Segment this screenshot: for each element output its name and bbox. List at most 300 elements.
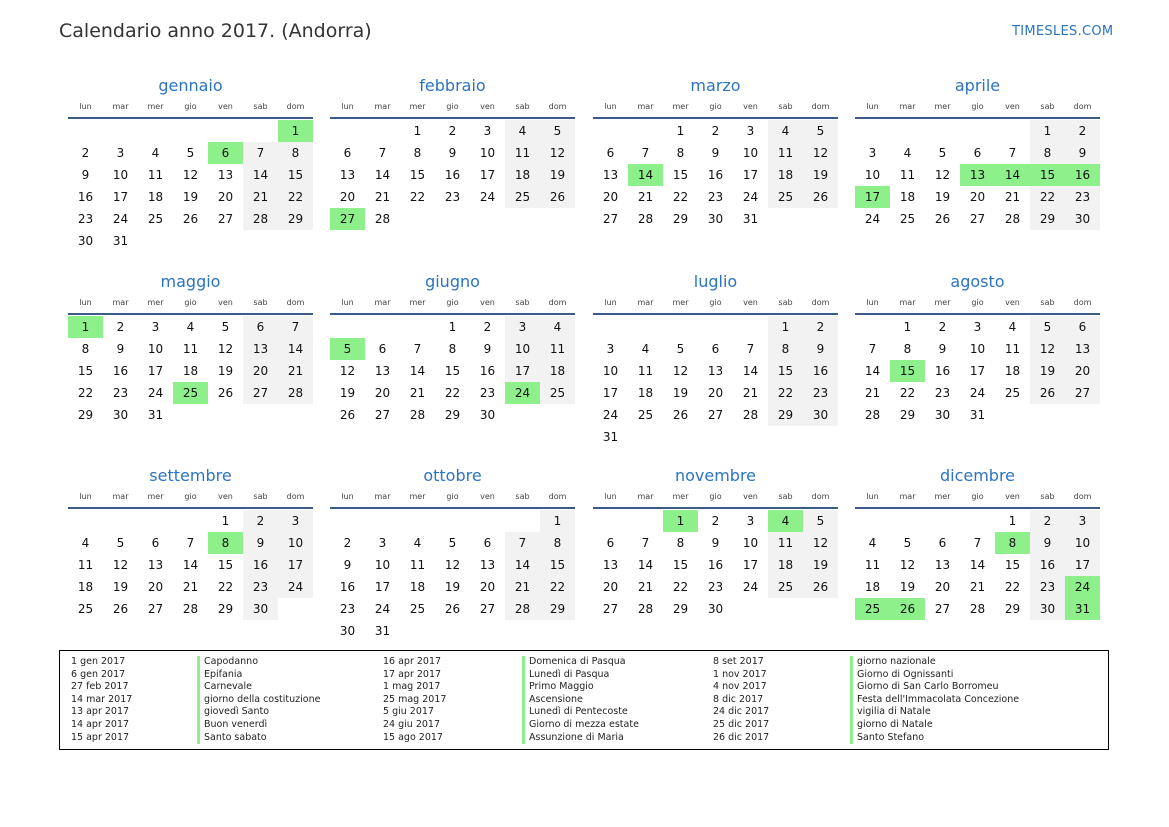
holiday-day-cell: 1 <box>278 120 313 142</box>
weekday-label: sab <box>515 492 530 501</box>
weekday-label: mer <box>147 298 164 307</box>
day-cell: 20 <box>374 386 391 400</box>
day-cell: 12 <box>540 142 575 164</box>
day-cell: 8 <box>676 146 685 160</box>
day-cell: 31 <box>602 430 619 444</box>
day-cell: 6 <box>343 146 352 160</box>
month-rule <box>68 507 313 509</box>
weekday-label: dom <box>548 298 567 307</box>
holiday-day-cell: 31 <box>1065 598 1100 620</box>
day-cell: 16 <box>707 168 724 182</box>
day-cell: 30 <box>803 404 838 426</box>
day-cell: 29 <box>899 408 916 422</box>
day-cell: 8 <box>278 142 313 164</box>
day-cell: 29 <box>672 602 689 616</box>
legend-date: 14 mar 2017 <box>71 693 133 705</box>
day-cell: 20 <box>339 190 356 204</box>
weekday-label: gio <box>446 298 459 307</box>
legend-holiday-name: Primo Maggio <box>522 681 639 694</box>
day-cell: 18 <box>409 580 426 594</box>
day-cell: 8 <box>413 146 422 160</box>
month-name: febbraio <box>419 76 486 95</box>
day-cell: 4 <box>81 536 90 550</box>
day-cell: 14 <box>278 338 313 360</box>
day-cell: 25 <box>768 186 803 208</box>
weekday-label: lun <box>79 492 92 501</box>
legend-date: 8 set 2017 <box>713 656 764 667</box>
weekday-label: mar <box>112 492 129 501</box>
day-cell: 10 <box>505 338 540 360</box>
day-cell: 15 <box>768 360 803 382</box>
day-cell: 7 <box>641 146 650 160</box>
day-cell: 1 <box>448 320 457 334</box>
holiday-day-cell: 1 <box>68 316 103 338</box>
day-cell: 25 <box>768 576 803 598</box>
day-cell: 23 <box>803 382 838 404</box>
weekday-label: mer <box>672 492 689 501</box>
day-cell: 23 <box>112 386 129 400</box>
day-cell: 3 <box>151 320 160 334</box>
weekday-label: mer <box>147 492 164 501</box>
day-cell: 8 <box>1030 142 1065 164</box>
day-cell: 6 <box>606 146 615 160</box>
day-cell: 10 <box>479 146 496 160</box>
day-cell: 24 <box>479 190 496 204</box>
weekday-label: mer <box>672 298 689 307</box>
day-cell: 3 <box>746 124 755 138</box>
day-cell: 10 <box>374 558 391 572</box>
legend-date: 1 gen 2017 <box>71 656 126 667</box>
day-cell: 17 <box>505 360 540 382</box>
day-cell: 24 <box>147 386 164 400</box>
day-cell: 15 <box>540 554 575 576</box>
day-cell: 12 <box>803 532 838 554</box>
legend-holiday-name: Santo sabato <box>197 732 320 745</box>
legend-date-column <box>383 656 446 744</box>
day-cell: 27 <box>969 212 986 226</box>
day-cell: 28 <box>969 602 986 616</box>
day-cell: 24 <box>112 212 129 226</box>
day-cell: 16 <box>479 364 496 378</box>
day-cell: 21 <box>505 576 540 598</box>
weekday-label: lun <box>604 298 617 307</box>
legend-date: 16 apr 2017 <box>383 656 442 667</box>
day-cell: 8 <box>676 536 685 550</box>
day-cell: 19 <box>803 164 838 186</box>
day-cell: 5 <box>116 536 125 550</box>
day-cell: 29 <box>540 598 575 620</box>
legend-holiday-name: giorno nazionale <box>850 656 1019 669</box>
day-cell: 3 <box>116 146 125 160</box>
day-cell: 20 <box>602 580 619 594</box>
day-cell: 9 <box>938 342 947 356</box>
day-cell: 7 <box>868 342 877 356</box>
month-rule <box>855 117 1100 119</box>
day-cell: 16 <box>1030 554 1065 576</box>
holiday-legend <box>59 650 1109 750</box>
weekday-label: sab <box>515 102 530 111</box>
day-cell: 12 <box>803 142 838 164</box>
day-cell: 21 <box>637 580 654 594</box>
day-cell: 20 <box>1065 360 1100 382</box>
weekday-label: mar <box>637 492 654 501</box>
day-cell: 31 <box>742 212 759 226</box>
weekday-label: mer <box>409 102 426 111</box>
weekday-label: gio <box>971 298 984 307</box>
day-cell: 1 <box>768 316 803 338</box>
day-cell: 24 <box>864 212 881 226</box>
day-cell: 15 <box>672 168 689 182</box>
day-cell: 22 <box>278 186 313 208</box>
day-cell: 13 <box>217 168 234 182</box>
day-cell: 21 <box>969 580 986 594</box>
day-cell: 5 <box>903 536 912 550</box>
day-cell: 7 <box>186 536 195 550</box>
day-cell: 13 <box>602 168 619 182</box>
holiday-day-cell: 13 <box>960 164 995 186</box>
day-cell: 24 <box>969 386 986 400</box>
day-cell: 19 <box>112 580 129 594</box>
day-cell: 27 <box>707 408 724 422</box>
day-cell: 15 <box>672 558 689 572</box>
day-cell: 4 <box>1008 320 1017 334</box>
day-cell: 30 <box>479 408 496 422</box>
day-cell: 21 <box>278 360 313 382</box>
day-cell: 6 <box>483 536 492 550</box>
day-cell: 9 <box>711 536 720 550</box>
day-cell: 27 <box>602 602 619 616</box>
day-cell: 20 <box>707 386 724 400</box>
day-cell: 6 <box>973 146 982 160</box>
day-cell: 14 <box>864 364 881 378</box>
day-cell: 28 <box>409 408 426 422</box>
day-cell: 12 <box>217 342 234 356</box>
day-cell: 20 <box>934 580 951 594</box>
holiday-day-cell: 24 <box>1065 576 1100 598</box>
day-cell: 1 <box>413 124 422 138</box>
weekday-label: ven <box>743 492 758 501</box>
day-cell: 1 <box>1008 514 1017 528</box>
day-cell: 15 <box>217 558 234 572</box>
weekday-label: lun <box>604 492 617 501</box>
day-cell: 26 <box>540 186 575 208</box>
day-cell: 24 <box>742 190 759 204</box>
day-cell: 29 <box>1030 208 1065 230</box>
day-cell: 29 <box>444 408 461 422</box>
month-name: agosto <box>950 272 1005 291</box>
day-cell: 2 <box>448 124 457 138</box>
day-cell: 2 <box>343 536 352 550</box>
day-cell: 12 <box>182 168 199 182</box>
day-cell: 10 <box>742 146 759 160</box>
day-cell: 31 <box>147 408 164 422</box>
month-name: dicembre <box>939 466 1016 485</box>
day-cell: 2 <box>1065 120 1100 142</box>
day-cell: 8 <box>903 342 912 356</box>
weekday-label: gio <box>709 492 722 501</box>
day-cell: 10 <box>864 168 881 182</box>
day-cell: 12 <box>672 364 689 378</box>
holiday-day-cell: 25 <box>855 598 890 620</box>
day-cell: 23 <box>1030 576 1065 598</box>
day-cell: 1 <box>221 514 230 528</box>
day-cell: 3 <box>746 514 755 528</box>
weekday-label: mer <box>147 102 164 111</box>
day-cell: 12 <box>339 364 356 378</box>
day-cell: 20 <box>479 580 496 594</box>
day-cell: 16 <box>339 580 356 594</box>
day-cell: 15 <box>409 168 426 182</box>
legend-date: 24 giu 2017 <box>383 718 440 730</box>
day-cell: 22 <box>1004 580 1021 594</box>
day-cell: 15 <box>278 164 313 186</box>
day-cell: 28 <box>637 602 654 616</box>
weekday-label: sab <box>253 102 268 111</box>
weekday-label: dom <box>811 298 830 307</box>
day-cell: 29 <box>217 602 234 616</box>
day-cell: 14 <box>409 364 426 378</box>
day-cell: 24 <box>278 576 313 598</box>
month-rule <box>855 507 1100 509</box>
day-cell: 31 <box>374 624 391 638</box>
day-cell: 14 <box>243 164 278 186</box>
day-cell: 9 <box>803 338 838 360</box>
holiday-day-cell: 15 <box>890 360 925 382</box>
day-cell: 16 <box>112 364 129 378</box>
day-cell: 18 <box>899 190 916 204</box>
day-cell: 6 <box>378 342 387 356</box>
day-cell: 22 <box>77 386 94 400</box>
day-cell: 21 <box>742 386 759 400</box>
day-cell: 25 <box>409 602 426 616</box>
day-cell: 5 <box>186 146 195 160</box>
weekday-label: dom <box>1073 298 1092 307</box>
month-rule <box>330 117 575 119</box>
legend-date: 25 dic 2017 <box>713 718 770 730</box>
weekday-label: mar <box>374 298 391 307</box>
day-cell: 6 <box>938 536 947 550</box>
day-cell: 18 <box>505 164 540 186</box>
legend-date: 15 ago 2017 <box>383 731 443 743</box>
legend-name-column <box>850 656 1019 744</box>
month-name: maggio <box>160 272 221 291</box>
day-cell: 5 <box>448 536 457 550</box>
day-cell: 28 <box>243 208 278 230</box>
day-cell: 12 <box>1030 338 1065 360</box>
legend-date: 5 giu 2017 <box>383 706 434 718</box>
weekday-label: lun <box>341 102 354 111</box>
day-cell: 20 <box>217 190 234 204</box>
day-cell: 19 <box>1030 360 1065 382</box>
legend-date: 1 nov 2017 <box>713 668 767 680</box>
day-cell: 28 <box>864 408 881 422</box>
holiday-day-cell: 26 <box>890 598 925 620</box>
day-cell: 17 <box>374 580 391 594</box>
weekday-label: gio <box>184 492 197 501</box>
weekday-label: ven <box>218 492 233 501</box>
day-cell: 31 <box>969 408 986 422</box>
month-name: marzo <box>690 76 741 95</box>
day-cell: 2 <box>711 124 720 138</box>
weekday-label: mer <box>934 298 951 307</box>
weekday-label: dom <box>811 492 830 501</box>
day-cell: 7 <box>641 536 650 550</box>
day-cell: 19 <box>934 190 951 204</box>
month-name: gennaio <box>158 76 223 95</box>
day-cell: 19 <box>540 164 575 186</box>
day-cell: 3 <box>278 510 313 532</box>
month-name: giugno <box>425 272 480 291</box>
day-cell: 8 <box>768 338 803 360</box>
day-cell: 27 <box>934 602 951 616</box>
day-cell: 12 <box>934 168 951 182</box>
day-cell: 22 <box>1030 186 1065 208</box>
day-cell: 25 <box>1004 386 1021 400</box>
day-cell: 11 <box>768 142 803 164</box>
day-cell: 13 <box>707 364 724 378</box>
day-cell: 27 <box>243 382 278 404</box>
day-cell: 17 <box>112 190 129 204</box>
page-title: Calendario anno 2017. (Andorra) <box>59 20 372 42</box>
day-cell: 22 <box>768 382 803 404</box>
day-cell: 28 <box>637 212 654 226</box>
holiday-day-cell: 8 <box>995 532 1030 554</box>
day-cell: 23 <box>444 190 461 204</box>
month-rule <box>855 313 1100 315</box>
day-cell: 9 <box>483 342 492 356</box>
day-cell: 7 <box>278 316 313 338</box>
weekday-label: ven <box>218 298 233 307</box>
day-cell: 9 <box>1065 142 1100 164</box>
day-cell: 17 <box>479 168 496 182</box>
holiday-day-cell: 16 <box>1065 164 1100 186</box>
day-cell: 25 <box>147 212 164 226</box>
weekday-label: gio <box>709 102 722 111</box>
day-cell: 4 <box>186 320 195 334</box>
day-cell: 1 <box>903 320 912 334</box>
day-cell: 26 <box>803 576 838 598</box>
day-cell: 17 <box>602 386 619 400</box>
day-cell: 25 <box>540 382 575 404</box>
day-cell: 27 <box>217 212 234 226</box>
weekday-label: mar <box>899 102 916 111</box>
day-cell: 10 <box>147 342 164 356</box>
day-cell: 29 <box>672 212 689 226</box>
day-cell: 6 <box>711 342 720 356</box>
day-cell: 22 <box>409 190 426 204</box>
day-cell: 21 <box>637 190 654 204</box>
day-cell: 14 <box>637 558 654 572</box>
day-cell: 6 <box>606 536 615 550</box>
day-cell: 19 <box>672 386 689 400</box>
day-cell: 9 <box>116 342 125 356</box>
day-cell: 25 <box>505 186 540 208</box>
weekday-label: ven <box>1005 492 1020 501</box>
day-cell: 26 <box>1030 382 1065 404</box>
day-cell: 7 <box>746 342 755 356</box>
holiday-day-cell: 4 <box>768 510 803 532</box>
weekday-label: sab <box>515 298 530 307</box>
day-cell: 31 <box>112 234 129 248</box>
day-cell: 26 <box>339 408 356 422</box>
day-cell: 5 <box>803 120 838 142</box>
day-cell: 15 <box>77 364 94 378</box>
day-cell: 28 <box>505 598 540 620</box>
weekday-label: mar <box>112 102 129 111</box>
day-cell: 7 <box>413 342 422 356</box>
day-cell: 18 <box>637 386 654 400</box>
day-cell: 4 <box>868 536 877 550</box>
legend-date-column <box>71 656 132 744</box>
day-cell: 17 <box>278 554 313 576</box>
day-cell: 7 <box>973 536 982 550</box>
weekday-label: gio <box>709 298 722 307</box>
weekday-label: sab <box>778 298 793 307</box>
weekday-label: mer <box>409 492 426 501</box>
day-cell: 23 <box>243 576 278 598</box>
day-cell: 11 <box>864 558 881 572</box>
day-cell: 29 <box>1004 602 1021 616</box>
month-rule <box>330 313 575 315</box>
weekday-label: dom <box>286 298 305 307</box>
day-cell: 11 <box>637 364 654 378</box>
day-cell: 16 <box>77 190 94 204</box>
day-cell: 14 <box>969 558 986 572</box>
day-cell: 4 <box>903 146 912 160</box>
weekday-label: sab <box>778 102 793 111</box>
legend-holiday-name: Buon venerdì <box>197 719 320 732</box>
weekday-label: ven <box>480 492 495 501</box>
weekday-label: gio <box>184 102 197 111</box>
legend-date: 25 mag 2017 <box>383 693 447 705</box>
day-cell: 26 <box>112 602 129 616</box>
holiday-day-cell: 17 <box>855 186 890 208</box>
weekday-label: dom <box>286 102 305 111</box>
brand-link[interactable]: TIMESLES.COM <box>1012 24 1114 39</box>
day-cell: 25 <box>77 602 94 616</box>
day-cell: 13 <box>602 558 619 572</box>
day-cell: 11 <box>768 532 803 554</box>
day-cell: 11 <box>505 142 540 164</box>
day-cell: 2 <box>938 320 947 334</box>
day-cell: 11 <box>1004 342 1021 356</box>
weekday-label: lun <box>79 298 92 307</box>
day-cell: 8 <box>81 342 90 356</box>
day-cell: 3 <box>505 316 540 338</box>
day-cell: 9 <box>243 532 278 554</box>
day-cell: 30 <box>112 408 129 422</box>
day-cell: 19 <box>339 386 356 400</box>
day-cell: 5 <box>803 510 838 532</box>
day-cell: 21 <box>374 190 391 204</box>
day-cell: 10 <box>742 536 759 550</box>
day-cell: 19 <box>803 554 838 576</box>
legend-date: 13 apr 2017 <box>71 706 130 718</box>
day-cell: 5 <box>221 320 230 334</box>
weekday-label: sab <box>778 492 793 501</box>
day-cell: 20 <box>602 190 619 204</box>
day-cell: 18 <box>768 554 803 576</box>
day-cell: 4 <box>641 342 650 356</box>
holiday-day-cell: 6 <box>208 142 243 164</box>
day-cell: 29 <box>278 208 313 230</box>
legend-holiday-name: vigilia di Natale <box>850 706 1019 719</box>
legend-name-column <box>522 656 639 744</box>
day-cell: 18 <box>768 164 803 186</box>
day-cell: 7 <box>505 532 540 554</box>
day-cell: 18 <box>1004 364 1021 378</box>
holiday-day-cell: 5 <box>330 338 365 360</box>
